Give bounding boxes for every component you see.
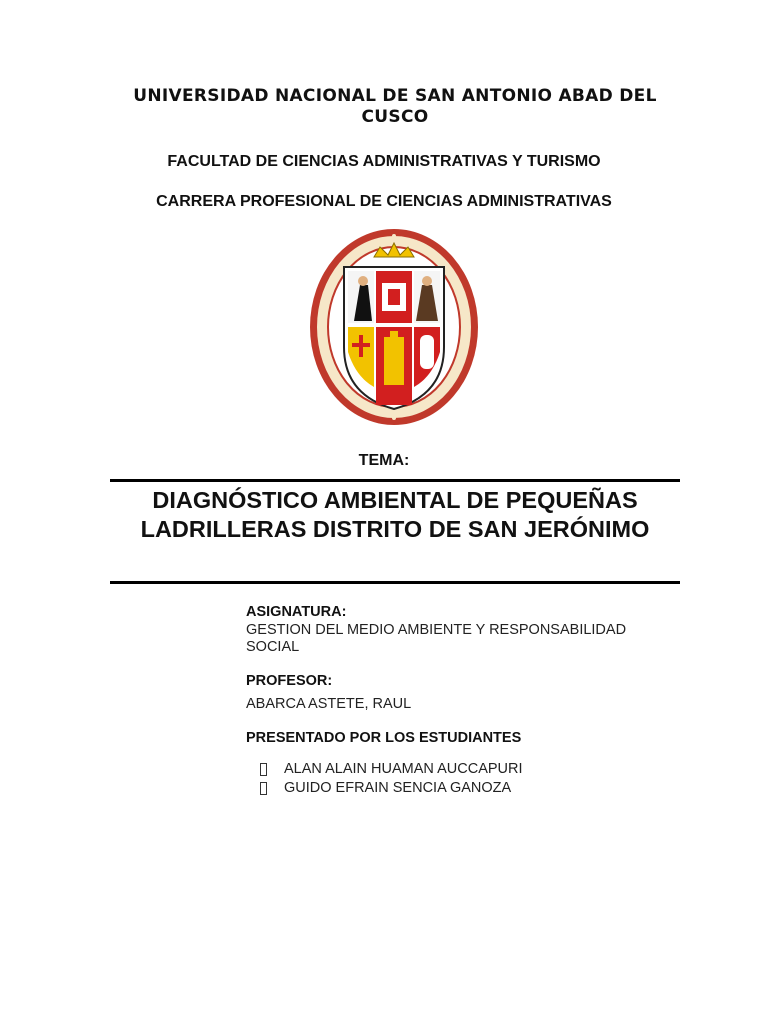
list-item: [246, 760, 686, 779]
tema-label: TEMA:: [358, 452, 410, 469]
university-seal: [308, 227, 480, 427]
students-list: [246, 760, 686, 798]
bullet-icon: [260, 763, 267, 776]
bullet-icon: [260, 782, 267, 795]
asignatura-label: ASIGNATURA:: [246, 604, 347, 620]
student-name: ALAN ALAIN HUAMAN AUCCAPURI: [284, 761, 523, 777]
faculty-name: FACULTAD DE CIENCIAS ADMINISTRATIVAS Y TURISMO: [167, 153, 601, 170]
document-title: DIAGNÓSTICO AMBIENTAL DE PEQUEÑAS LADRILLERAS DISTRITO DE SAN JERÓNIMO: [140, 487, 650, 542]
career-name: CARRERA PROFESIONAL DE CIENCIAS ADMINISTRATIVAS: [156, 193, 612, 210]
estudiantes-label: PRESENTADO POR LOS ESTUDIANTES: [246, 730, 522, 746]
student-name: GUIDO EFRAIN SENCIA GANOZA: [284, 780, 512, 796]
title-top-rule: [110, 479, 680, 482]
list-item: [246, 779, 686, 798]
university-name: UNIVERSIDAD NACIONAL DE SAN ANTONIO ABAD DEL CUSCO: [133, 86, 657, 127]
profesor-label: PROFESOR:: [246, 673, 333, 689]
asignatura-value: GESTION DEL MEDIO AMBIENTE Y RESPONSABILIDAD SOCIAL: [246, 622, 627, 655]
profesor-value: ABARCA ASTETE, RAUL: [246, 696, 412, 712]
title-bottom-rule: [110, 581, 680, 584]
